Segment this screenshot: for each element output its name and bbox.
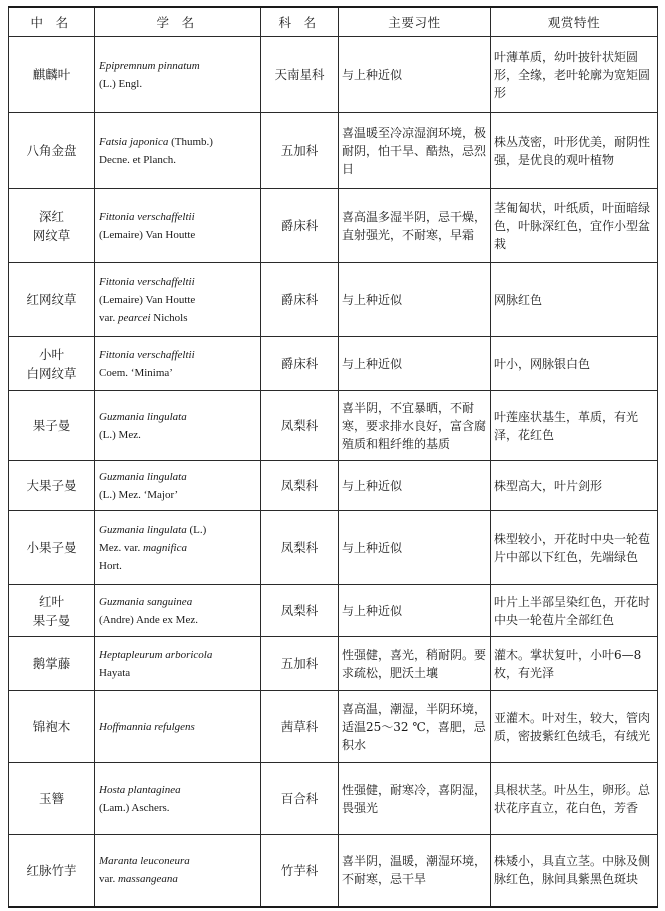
cell-habits: 与上种近似 (339, 263, 491, 337)
cell-family: 天南星科 (261, 37, 339, 113)
scientific-name-line (99, 557, 257, 575)
chinese-name-line: 鹅掌藤 (32, 656, 71, 671)
scientific-name-line (99, 852, 257, 870)
scientific-name-line (99, 664, 257, 682)
cell-chinese-name (9, 691, 95, 763)
chinese-name-line: 网纹草 (32, 227, 71, 243)
cell-ornamental: 株型较小，开花时中央一轮苞片中部以下红色，先端绿色 (491, 511, 658, 585)
cell-scientific-name (95, 637, 261, 691)
scientific-name-authority: (Lemaire) Van Houtte (99, 293, 196, 306)
scientific-name-authority: (Thumb.) (168, 135, 213, 148)
cell-scientific-name (95, 263, 261, 337)
cell-habits: 与上种近似 (339, 461, 491, 511)
table-row (9, 391, 658, 461)
scientific-name-authority: Hayata (99, 666, 131, 679)
scientific-name-italic: Hoffmannia refulgens (99, 720, 195, 733)
chinese-name-line: 小叶 (38, 346, 64, 362)
chinese-name-line: 果子曼 (32, 612, 71, 628)
cell-scientific-name (95, 763, 261, 835)
scientific-name-line (99, 486, 257, 504)
cell-family: 茜草科 (261, 691, 339, 763)
scientific-name-italic: Fittonia verschaffeltii (99, 275, 195, 288)
scientific-name-line (99, 521, 257, 539)
cell-habits: 喜温暖至冷凉湿润环境，极耐阴，怕干旱、酷热，忌烈日 (339, 113, 491, 189)
table-row (9, 263, 658, 337)
cell-habits: 与上种近似 (339, 511, 491, 585)
scientific-name-line (99, 468, 257, 486)
header-row (9, 7, 658, 37)
cell-family: 凤梨科 (261, 461, 339, 511)
header-habits: 主要习性 (339, 7, 491, 37)
table-row (9, 113, 658, 189)
scientific-name-italic: Hosta plantaginea (99, 783, 181, 796)
scientific-name-authority: (Andre) Ande ex Mez. (99, 613, 198, 626)
cell-chinese-name (9, 763, 95, 835)
cell-scientific-name (95, 391, 261, 461)
scientific-name-line (99, 291, 257, 309)
cell-ornamental: 叶薄革质，幼叶披针状矩圆形，全缘，老叶轮廓为宽矩圆形 (491, 37, 658, 113)
cell-scientific-name (95, 37, 261, 113)
cell-scientific-name (95, 337, 261, 391)
chinese-name-line: 红叶 (38, 593, 64, 609)
chinese-name-line: 玉簪 (38, 791, 64, 806)
cell-ornamental: 茎匍匐状，叶纸质，叶面暗绿色，叶脉深红色，宜作小型盆栽 (491, 189, 658, 263)
scientific-name-line (99, 346, 257, 364)
cell-scientific-name (95, 835, 261, 907)
cell-chinese-name (9, 337, 95, 391)
scientific-name-line (99, 364, 257, 382)
cell-family: 五加科 (261, 113, 339, 189)
cell-family: 竹芋科 (261, 835, 339, 907)
scientific-name-italic: magnifica (142, 541, 187, 554)
cell-ornamental: 叶莲座状基生，革质，有光泽，花红色 (491, 391, 658, 461)
chinese-name-line: 白网纹草 (26, 365, 77, 381)
cell-chinese-name (9, 37, 95, 113)
cell-chinese-name (9, 189, 95, 263)
scientific-name-line (99, 646, 257, 664)
scientific-name-authority: (Lemaire) Van Houtte (99, 228, 196, 241)
scientific-name-line (99, 593, 257, 611)
header-chinese-name: 中 名 (9, 7, 95, 37)
chinese-name-line: 锦袍木 (32, 719, 71, 734)
header-ornamental: 观赏特性 (491, 7, 658, 37)
scientific-name-italic: Heptapleurum arboricola (99, 648, 213, 661)
cell-scientific-name (95, 461, 261, 511)
scientific-name-line (99, 133, 257, 151)
table-row (9, 189, 658, 263)
cell-family: 百合科 (261, 763, 339, 835)
cell-family: 五加科 (261, 637, 339, 691)
table-row (9, 835, 658, 907)
chinese-name-line: 红网纹草 (26, 292, 77, 307)
scientific-name-italic: pearcei (117, 311, 151, 324)
scientific-name-italic: Fittonia verschaffeltii (99, 348, 195, 361)
scientific-name-line (99, 151, 257, 169)
scientific-name-authority: var. (99, 873, 118, 886)
plant-table (8, 6, 658, 908)
plant-table-page (8, 6, 657, 908)
cell-chinese-name (9, 113, 95, 189)
cell-chinese-name (9, 461, 95, 511)
cell-ornamental: 亚灌木。叶对生，较大，管肉质，密披紫红色绒毛，有绒光 (491, 691, 658, 763)
scientific-name-italic: Guzmania sanguinea (99, 595, 193, 608)
scientific-name-authority: (L.) Mez. (99, 428, 141, 441)
scientific-name-line (99, 611, 257, 629)
scientific-name-italic: massangeana (117, 873, 178, 886)
scientific-name-authority: Nichols (150, 311, 188, 324)
scientific-name-line (99, 75, 257, 93)
cell-ornamental: 叶小，网脉银白色 (491, 337, 658, 391)
cell-habits: 喜高温，潮湿，半阴环境，适温25～32 ℃，喜肥，忌积水 (339, 691, 491, 763)
chinese-name-line: 麒麟叶 (32, 67, 71, 82)
scientific-name-authority: Decne. et Planch. (99, 153, 176, 166)
scientific-name-line (99, 309, 257, 327)
cell-chinese-name (9, 391, 95, 461)
cell-habits: 性强健，耐寒冷，喜阴湿，畏强光 (339, 763, 491, 835)
cell-habits: 与上种近似 (339, 585, 491, 637)
cell-scientific-name (95, 585, 261, 637)
cell-ornamental: 具根状茎。叶丛生，卵形。总状花序直立，花白色，芳香 (491, 763, 658, 835)
cell-habits: 喜半阴，不宜暴晒，不耐寒，要求排水良好，富含腐殖质和粗纤维的基质 (339, 391, 491, 461)
cell-family: 爵床科 (261, 263, 339, 337)
scientific-name-authority: Mez. var. (99, 541, 143, 554)
scientific-name-line (99, 718, 257, 736)
table-row (9, 637, 658, 691)
chinese-name-line: 果子曼 (32, 418, 71, 433)
scientific-name-line (99, 799, 257, 817)
cell-chinese-name (9, 511, 95, 585)
header-scientific-name: 学 名 (95, 7, 261, 37)
scientific-name-authority: (Lam.) Aschers. (99, 801, 170, 814)
table-row (9, 585, 658, 637)
cell-scientific-name (95, 691, 261, 763)
table-row (9, 511, 658, 585)
scientific-name-authority: (L.) Mez. ‘Major’ (99, 488, 179, 501)
header-family: 科 名 (261, 7, 339, 37)
cell-family: 凤梨科 (261, 585, 339, 637)
table-header (9, 7, 658, 37)
scientific-name-authority: (L.) (186, 523, 207, 536)
cell-habits: 与上种近似 (339, 337, 491, 391)
scientific-name-italic: Guzmania lingulata (99, 410, 187, 423)
cell-ornamental: 株丛茂密，叶形优美，耐阴性强，是优良的观叶植物 (491, 113, 658, 189)
cell-ornamental: 网脉红色 (491, 263, 658, 337)
scientific-name-italic: Guzmania lingulata (99, 523, 187, 536)
cell-scientific-name (95, 189, 261, 263)
scientific-name-line (99, 57, 257, 75)
cell-ornamental: 株型高大，叶片剑形 (491, 461, 658, 511)
cell-habits: 喜半阴，温暖，潮湿环境，不耐寒，忌干旱 (339, 835, 491, 907)
scientific-name-line (99, 226, 257, 244)
scientific-name-italic: Maranta leuconeura (99, 855, 190, 868)
cell-chinese-name (9, 637, 95, 691)
scientific-name-authority: (L.) Engl. (99, 77, 143, 90)
cell-ornamental: 叶片上半部呈染红色，开花时中央一轮苞片全部红色 (491, 585, 658, 637)
table-row (9, 461, 658, 511)
scientific-name-line (99, 870, 257, 888)
table-row (9, 763, 658, 835)
scientific-name-line (99, 408, 257, 426)
scientific-name-italic: Guzmania lingulata (99, 470, 187, 483)
scientific-name-authority: Hort. (99, 559, 122, 572)
cell-chinese-name (9, 585, 95, 637)
chinese-name-line: 小果子曼 (26, 540, 77, 555)
scientific-name-line (99, 273, 257, 291)
cell-chinese-name (9, 835, 95, 907)
table-body (9, 37, 658, 907)
scientific-name-authority: Coem. ‘Minima’ (99, 366, 173, 379)
cell-scientific-name (95, 511, 261, 585)
cell-habits: 与上种近似 (339, 37, 491, 113)
cell-scientific-name (95, 113, 261, 189)
table-row (9, 337, 658, 391)
cell-ornamental: 灌木。掌状复叶，小叶6—8枚，有光泽 (491, 637, 658, 691)
scientific-name-line (99, 539, 257, 557)
chinese-name-line: 深红 (38, 208, 64, 224)
table-row (9, 37, 658, 113)
scientific-name-line (99, 208, 257, 226)
scientific-name-italic: Fittonia verschaffeltii (99, 210, 195, 223)
cell-chinese-name (9, 263, 95, 337)
cell-habits: 性强健，喜光，稍耐阴。要求疏松，肥沃土壤 (339, 637, 491, 691)
cell-habits: 喜高温多湿半阴，忌干燥，直射强光，不耐寒，早霜 (339, 189, 491, 263)
chinese-name-line: 大果子曼 (26, 478, 77, 493)
cell-family: 凤梨科 (261, 391, 339, 461)
scientific-name-authority: var. (99, 311, 118, 324)
scientific-name-italic: Epipremnum pinnatum (99, 59, 200, 72)
cell-family: 爵床科 (261, 189, 339, 263)
cell-ornamental: 株矮小，具直立茎。中脉及侧脉红色，脉间具紫黑色斑块 (491, 835, 658, 907)
table-row (9, 691, 658, 763)
cell-family: 爵床科 (261, 337, 339, 391)
scientific-name-italic: Fatsia japonica (99, 135, 169, 148)
cell-family: 凤梨科 (261, 511, 339, 585)
chinese-name-line: 八角金盘 (26, 143, 77, 158)
scientific-name-line (99, 781, 257, 799)
chinese-name-line: 红脉竹芋 (26, 862, 77, 878)
scientific-name-line (99, 426, 257, 444)
